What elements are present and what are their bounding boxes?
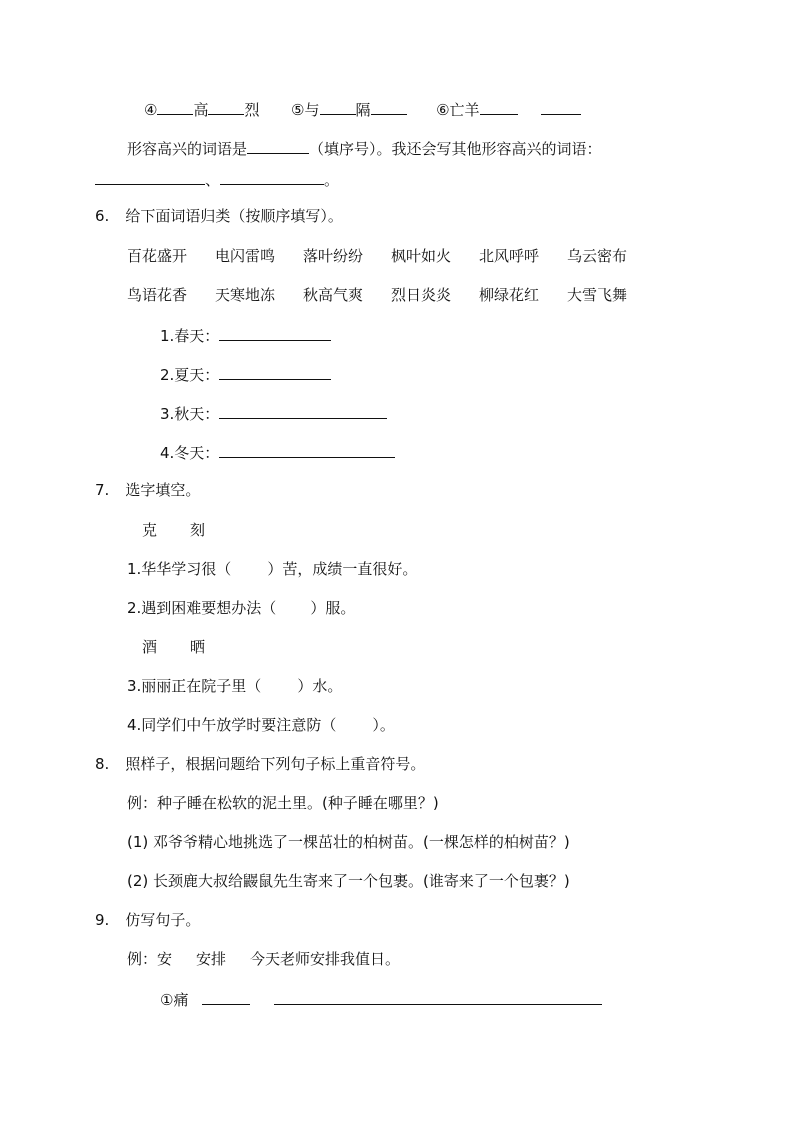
sentence-text: ）。 bbox=[372, 716, 395, 734]
sentence-text: ）水。 bbox=[297, 677, 343, 695]
sentence-text: 3.丽丽正在院子里（ bbox=[127, 677, 262, 695]
question-number: 9. bbox=[95, 911, 110, 929]
word: 北风呼呼 bbox=[479, 247, 540, 265]
q5-label-4: ④ bbox=[144, 101, 158, 119]
season-label: 2.夏天： bbox=[160, 366, 220, 384]
q5-text: （填序号）。我还会写其他形容高兴的词语： bbox=[309, 140, 602, 158]
choice-char: 酒 bbox=[142, 638, 158, 656]
question-title: 仿写句子。 bbox=[125, 911, 201, 929]
question-number: 6. bbox=[95, 207, 110, 225]
sentence-text: 1.华华学习很（ bbox=[127, 560, 232, 578]
word: 枫叶如火 bbox=[391, 247, 452, 265]
q8-header bbox=[95, 754, 425, 774]
answer-blank[interactable] bbox=[219, 324, 331, 341]
q5-char: 高 bbox=[193, 101, 209, 119]
q5-label-5: ⑤与 bbox=[291, 101, 320, 119]
example-sentence: 今天老师安排我值日。 bbox=[250, 950, 401, 968]
sentence-blank[interactable] bbox=[274, 988, 602, 1005]
sentence-text: 4.同学们中午放学时要注意防（ bbox=[127, 716, 337, 734]
q6-item-spring bbox=[160, 324, 331, 346]
blank[interactable] bbox=[95, 168, 205, 185]
blank[interactable] bbox=[371, 98, 407, 115]
answer-blank[interactable] bbox=[219, 402, 387, 419]
word: 大雪飞舞 bbox=[567, 286, 628, 304]
q8-example: 例：种子睡在松软的泥土里。(种子睡在哪里？) bbox=[127, 794, 439, 812]
blank[interactable] bbox=[480, 98, 518, 115]
word: 柳绿花红 bbox=[479, 286, 540, 304]
item-char: ①痛 bbox=[160, 991, 189, 1009]
q6-word-row-1 bbox=[127, 246, 655, 266]
q5-row4 bbox=[144, 98, 581, 120]
word: 天寒地冻 bbox=[215, 286, 276, 304]
question-title: 给下面词语归类（按顺序填写）。 bbox=[125, 207, 343, 225]
word: 烈日炎炎 bbox=[391, 286, 452, 304]
question-title: 照样子，根据问题给下列句子标上重音符号。 bbox=[125, 755, 426, 773]
word: 秋高气爽 bbox=[303, 286, 364, 304]
q6-item-winter bbox=[160, 441, 395, 463]
q8-sentence-1: (1) 邓爷爷精心地挑选了一棵茁壮的柏树苗。(一棵怎样的柏树苗？) bbox=[127, 833, 570, 851]
q9-item-1 bbox=[160, 988, 602, 1010]
sentence-text: 2.遇到困难要想办法（ bbox=[127, 599, 277, 617]
word: 电闪雷鸣 bbox=[215, 247, 276, 265]
blank[interactable] bbox=[320, 98, 356, 115]
q7-header bbox=[95, 480, 200, 500]
q6-header bbox=[95, 206, 343, 226]
q9-example bbox=[127, 949, 400, 969]
answer-blank[interactable] bbox=[219, 441, 395, 458]
q7-char-pair-2 bbox=[142, 637, 205, 657]
q5-char: 烈 bbox=[244, 101, 260, 119]
word-blank[interactable] bbox=[202, 988, 250, 1005]
answer-blank[interactable] bbox=[219, 363, 331, 380]
blank[interactable] bbox=[208, 98, 244, 115]
sentence-text: ）苦，成绩一直很好。 bbox=[267, 560, 418, 578]
season-label: 1.春天： bbox=[160, 327, 220, 345]
q5-label-6: ⑥亡羊 bbox=[436, 101, 480, 119]
sentence-text: ）服。 bbox=[310, 599, 356, 617]
example-word: 安排 bbox=[196, 950, 227, 968]
q5-line3 bbox=[95, 168, 339, 190]
q6-item-autumn bbox=[160, 402, 387, 424]
q5-text: 。 bbox=[324, 171, 340, 189]
q5-text: 、 bbox=[205, 171, 221, 189]
blank[interactable] bbox=[541, 98, 581, 115]
q8-sentence-2: (2) 长颈鹿大叔给鼹鼠先生寄来了一个包裹。(谁寄来了一个包裹？) bbox=[127, 872, 570, 890]
word: 百花盛开 bbox=[127, 247, 188, 265]
question-number: 7. bbox=[95, 481, 110, 499]
q7-sentence-3 bbox=[127, 676, 342, 696]
q9-header bbox=[95, 910, 200, 930]
example-char: 例：安 bbox=[127, 950, 173, 968]
q7-char-pair-1 bbox=[142, 520, 205, 540]
q6-item-summer bbox=[160, 363, 331, 385]
blank[interactable] bbox=[220, 168, 324, 185]
q5-text: 形容高兴的词语是 bbox=[127, 140, 248, 158]
blank[interactable] bbox=[247, 137, 309, 154]
season-label: 4.冬天： bbox=[160, 444, 220, 462]
q5-char: 隔 bbox=[355, 101, 371, 119]
q7-sentence-2 bbox=[127, 598, 355, 618]
word: 乌云密布 bbox=[567, 247, 628, 265]
choice-char: 晒 bbox=[190, 638, 206, 656]
word: 鸟语花香 bbox=[127, 286, 188, 304]
blank[interactable] bbox=[157, 98, 193, 115]
q7-sentence-1 bbox=[127, 559, 417, 579]
q6-word-row-2 bbox=[127, 285, 655, 305]
season-label: 3.秋天： bbox=[160, 405, 220, 423]
question-title: 选字填空。 bbox=[125, 481, 201, 499]
word: 落叶纷纷 bbox=[303, 247, 364, 265]
choice-char: 克 bbox=[142, 521, 158, 539]
q5-line2 bbox=[127, 137, 602, 159]
question-number: 8. bbox=[95, 755, 110, 773]
choice-char: 刻 bbox=[190, 521, 206, 539]
q7-sentence-4 bbox=[127, 715, 395, 735]
